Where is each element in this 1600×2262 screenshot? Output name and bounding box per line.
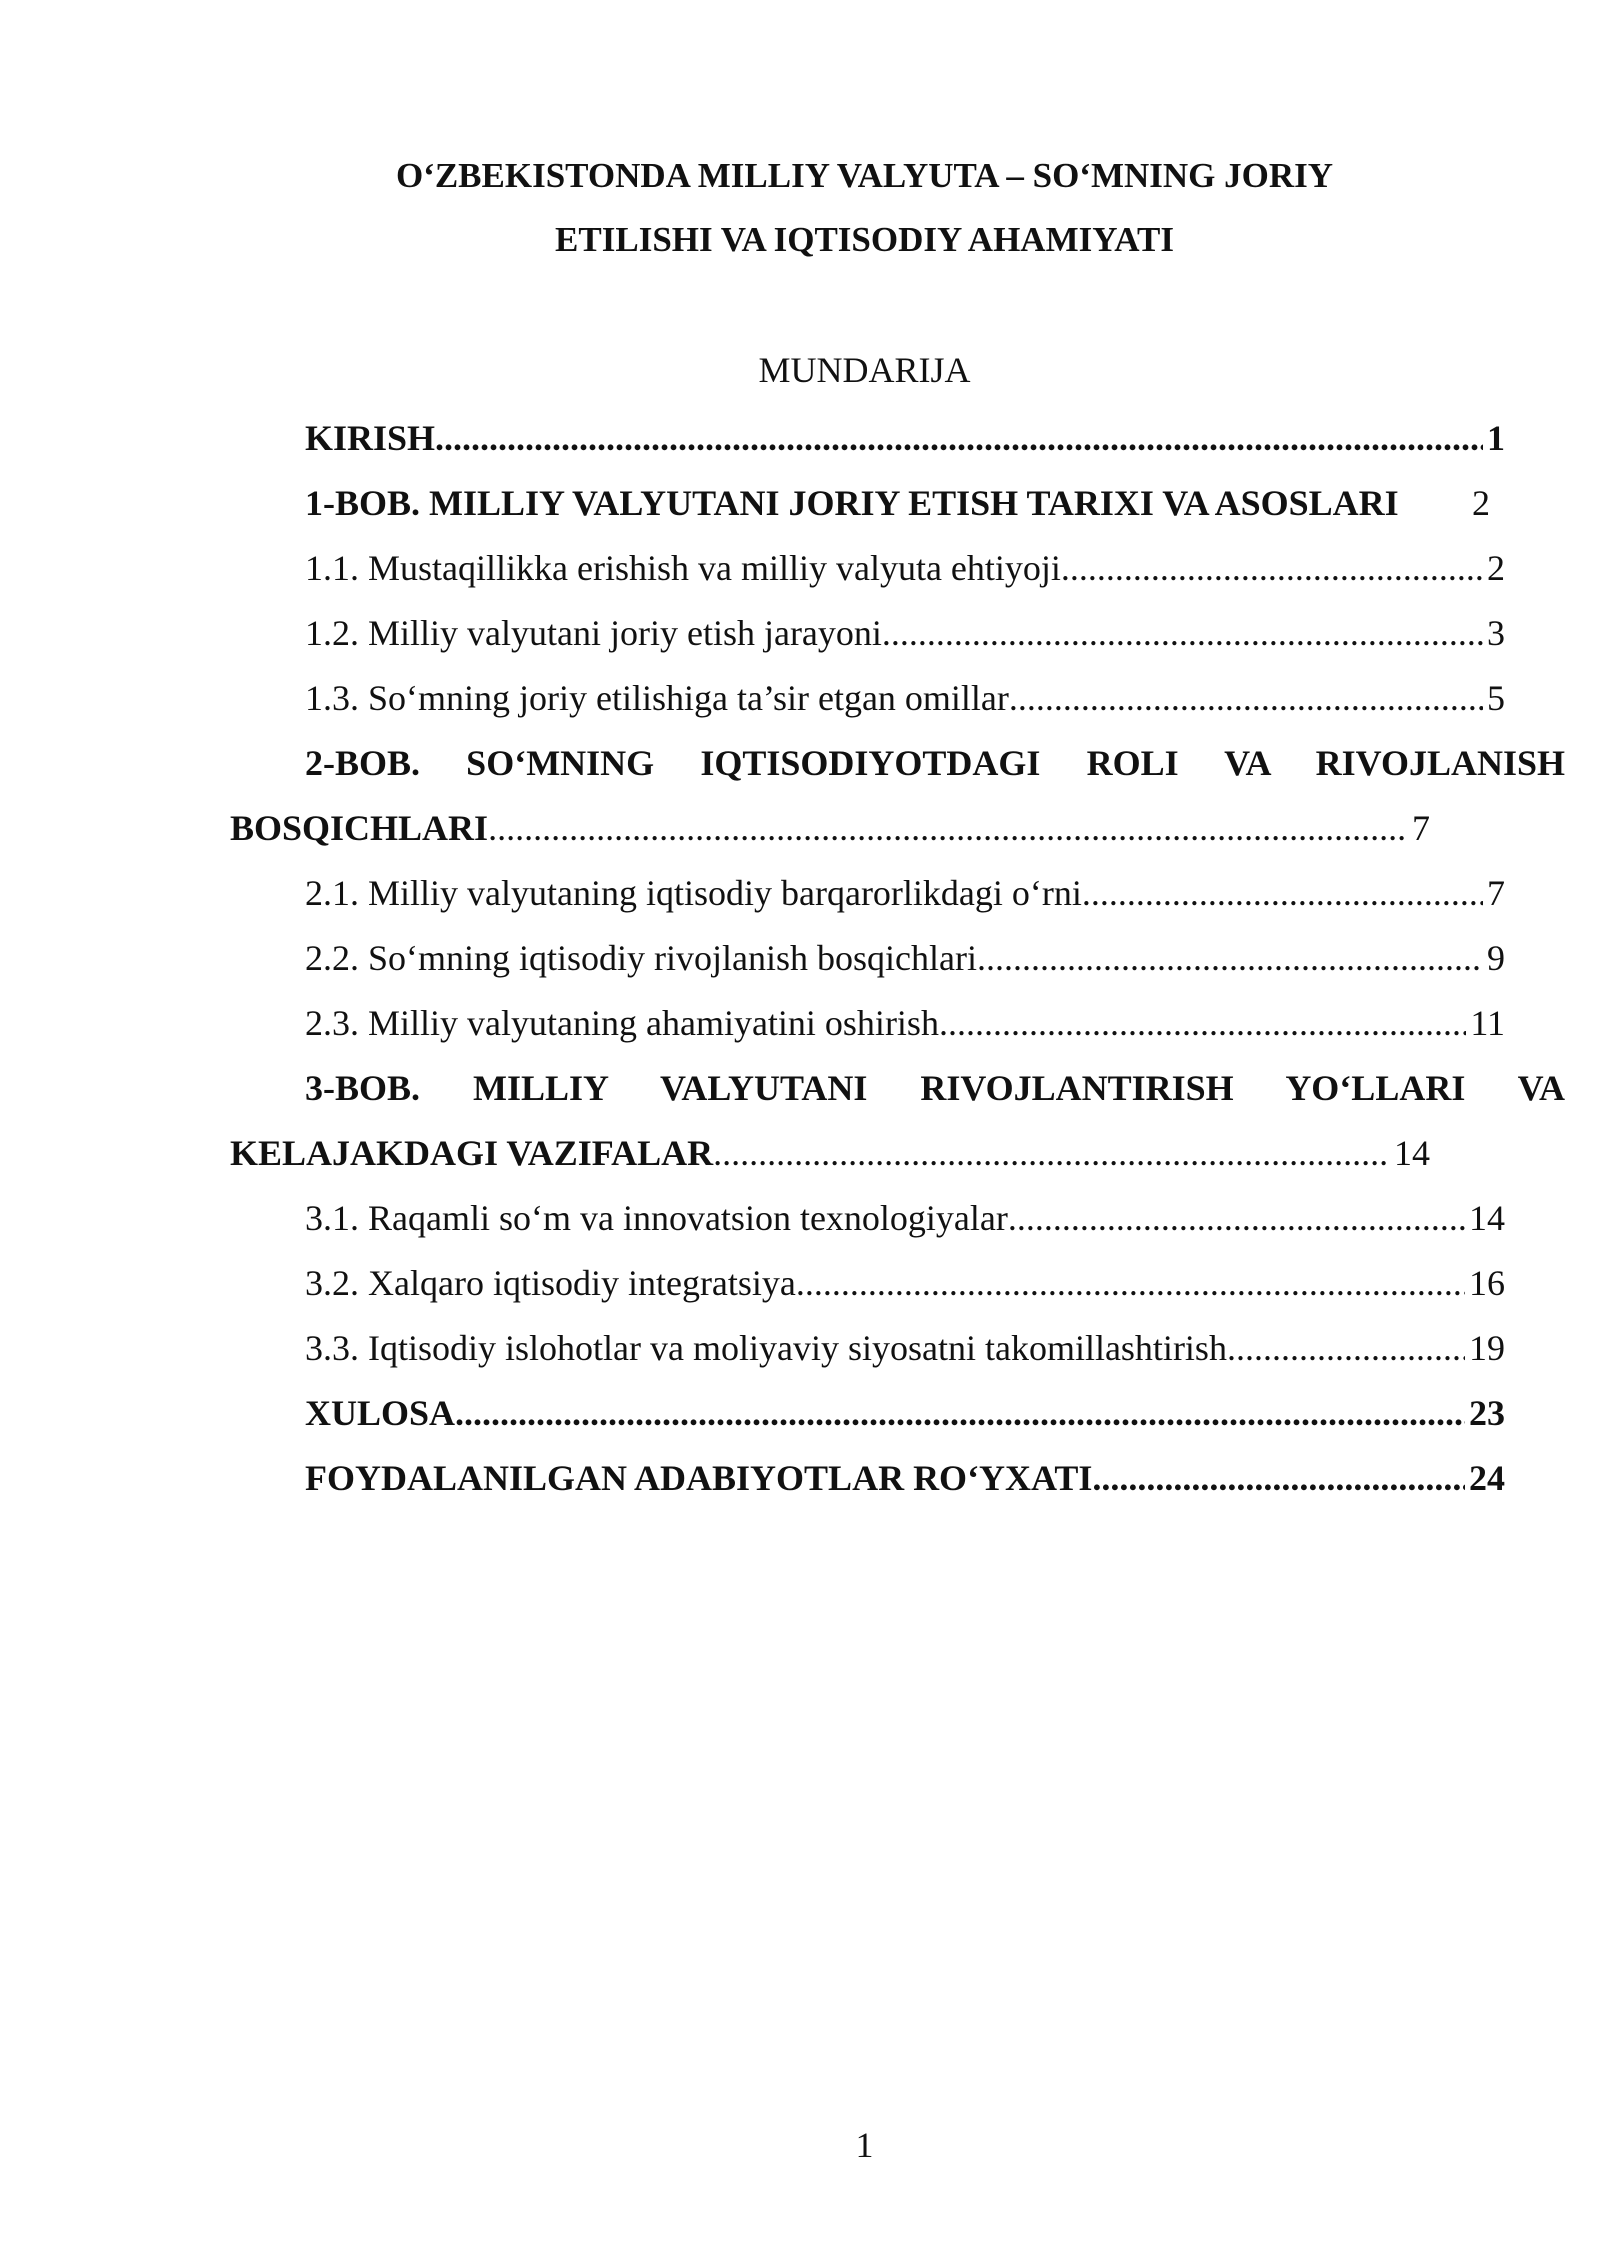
toc-entry-page: 2	[1487, 548, 1505, 588]
table-of-contents	[230, 406, 1565, 1511]
toc-entry-page: 5	[1487, 678, 1505, 718]
toc-entry-label: 1.3. So‘mning joriy etilishiga ta’sir etgan omillar	[305, 678, 1009, 718]
toc-leader-dots	[1092, 1446, 1465, 1511]
toc-entry-page: 23	[1469, 1393, 1505, 1433]
toc-entry-2-2[interactable]	[230, 926, 1505, 991]
toc-entry-chapter-2-line-1[interactable]	[230, 731, 1565, 796]
toc-entry-page: 14	[1394, 1133, 1430, 1173]
document-title	[0, 144, 1600, 272]
toc-leader-dots	[1082, 861, 1483, 926]
toc-entry-label: FOYDALANILGAN ADABIYOTLAR RO‘YXATI	[305, 1458, 1093, 1498]
toc-entry-page: 19	[1469, 1328, 1505, 1368]
toc-entry-label: 2.1. Milliy valyutaning iqtisodiy barqarorlikdagi o‘rni	[305, 873, 1082, 913]
toc-leader-dots	[796, 1251, 1465, 1316]
toc-leader-dots	[977, 926, 1483, 991]
toc-entry-label: BOSQICHLARI	[230, 808, 489, 848]
toc-entry-label: KIRISH	[305, 418, 436, 458]
toc-entry-3-1[interactable]	[230, 1186, 1505, 1251]
toc-entry-references[interactable]	[230, 1446, 1505, 1511]
toc-entry-label: 3-BOB. MILLIY VALYUTANI RIVOJLANTIRISH YO‘LLARI VA	[305, 1068, 1565, 1108]
toc-entry-2-3[interactable]	[230, 991, 1505, 1056]
toc-entry-page: 9	[1487, 938, 1505, 978]
toc-entry-label: 3.3. Iqtisodiy islohotlar va moliyaviy siyosatni takomillashtirish	[305, 1328, 1227, 1368]
toc-leader-dots	[455, 1381, 1465, 1446]
page-number: 1	[855, 2125, 874, 2165]
toc-entry-label: 3.2. Xalqaro iqtisodiy integratsiya	[305, 1263, 796, 1303]
toc-entry-page: 1	[1487, 418, 1505, 458]
toc-entry-kirish[interactable]	[230, 406, 1505, 471]
toc-entry-label: 2-BOB. SO‘MNING IQTISODIYOTDAGI ROLI VA RIVOJLANISH	[305, 743, 1565, 783]
toc-leader-dots	[435, 406, 1483, 471]
title-line-2: ETILISHI VA IQTISODIY AHAMIYATI	[555, 220, 1174, 259]
toc-entry-page: 14	[1469, 1198, 1505, 1238]
toc-entry-1-3[interactable]	[230, 666, 1505, 731]
toc-entry-page: 3	[1487, 613, 1505, 653]
toc-entry-label: XULOSA	[305, 1393, 456, 1433]
toc-entry-page: 11	[1470, 1003, 1505, 1043]
toc-leader-dots	[882, 601, 1483, 666]
toc-entry-3-3[interactable]	[230, 1316, 1505, 1381]
toc-entry-chapter-3-line-1[interactable]	[230, 1056, 1565, 1121]
toc-leader-dots	[1227, 1316, 1465, 1381]
toc-leader-dots	[939, 991, 1466, 1056]
toc-heading: MUNDARIJA	[758, 350, 971, 390]
toc-entry-label: 1.2. Milliy valyutani joriy etish jarayoni	[305, 613, 882, 653]
toc-entry-chapter-3-line-2[interactable]	[230, 1121, 1430, 1186]
toc-entry-label: 1-BOB. MILLIY VALYUTANI JORIY ETISH TARIXI VA ASOSLARI	[305, 483, 1399, 523]
toc-leader-dots	[1009, 666, 1483, 731]
toc-entry-chapter-1[interactable]	[230, 471, 1490, 536]
toc-entry-xulosa[interactable]	[230, 1381, 1505, 1446]
toc-entry-label: 3.1. Raqamli so‘m va innovatsion texnologiyalar	[305, 1198, 1008, 1238]
toc-entry-label: KELAJAKDAGI VAZIFALAR	[230, 1133, 714, 1173]
toc-entry-2-1[interactable]	[230, 861, 1505, 926]
toc-entry-page: 24	[1469, 1458, 1505, 1498]
toc-leader-dots	[488, 796, 1408, 861]
toc-leader-dots	[1061, 536, 1483, 601]
toc-entry-chapter-2-line-2[interactable]	[230, 796, 1430, 861]
toc-entry-page: 7	[1487, 873, 1505, 913]
title-line-1: O‘ZBEKISTONDA MILLIY VALYUTA – SO‘MNING JORIY	[395, 156, 1334, 195]
toc-leader-dots	[1008, 1186, 1465, 1251]
toc-entry-page: 2	[1472, 483, 1490, 523]
toc-leader-dots	[713, 1121, 1390, 1186]
toc-entry-1-2[interactable]	[230, 601, 1505, 666]
toc-entry-1-1[interactable]	[230, 536, 1505, 601]
toc-entry-label: 2.3. Milliy valyutaning ahamiyatini oshirish	[305, 1003, 939, 1043]
toc-entry-3-2[interactable]	[230, 1251, 1505, 1316]
toc-entry-label: 1.1. Mustaqillikka erishish va milliy valyuta ehtiyoji	[305, 548, 1061, 588]
toc-entry-label: 2.2. So‘mning iqtisodiy rivojlanish bosqichlari	[305, 938, 977, 978]
toc-entry-page: 16	[1469, 1263, 1505, 1303]
toc-entry-page: 7	[1412, 808, 1430, 848]
